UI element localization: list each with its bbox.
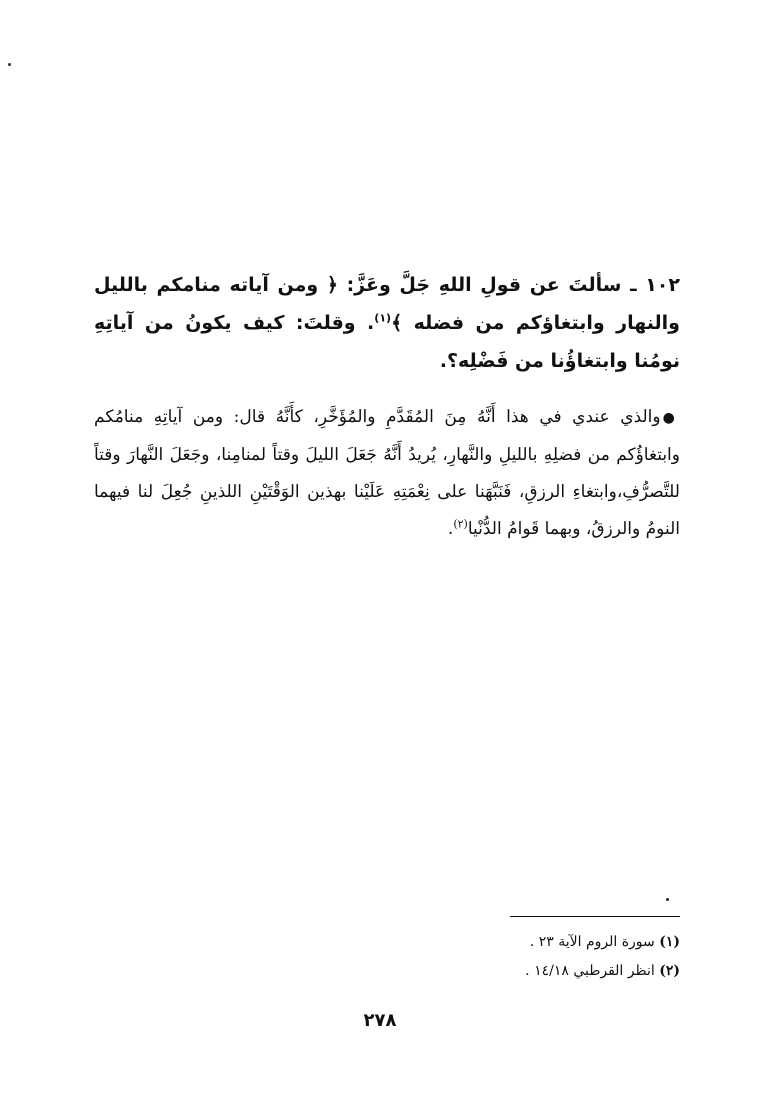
page-number: ٢٧٨ (363, 1010, 397, 1031)
answer-paragraph (94, 399, 680, 548)
answer-text-end: . (447, 519, 454, 539)
footnote-1-number: (١) (659, 934, 680, 950)
footnotes (380, 928, 680, 986)
answer-text: والذي عندي في هذا أَنَّهُ مِنَ المُقَدَّمِ والمُؤَخَّرِ، كأَنَّهُ قال: ومن آياتِهِ منامُكم وابتغاؤُكم من فضلِهِ بالليلِ والنَّهارِ، يُريدُ أَنَّهُ جَعَلَ الليلَ وقتاً لمنامِنا، وجَعَلَ النَّهارَ وقتاً للتَّصرُّفِ،وابتغاءِ الرزقِ، فَنَبَّهَنا على نِعْمَتِهِ عَلَيْنا بهذين الوَقْتَيْنِ اللذينِ جُعِلَ لنا فيهما النومُ والرزقُ، وبهما قَوامُ الدُّنْيا (94, 407, 680, 539)
footnote-2-text: انظر القرطبي ١٤/١٨ . (525, 963, 660, 979)
question-text: ١٠٢ ـ سألتَ عن قولِ اللهِ جَلَّ وعَزَّ: ﴿ ومن آياته منامكم بالليل والنهار وابتغاؤكم من فضله ﴾ (94, 274, 680, 334)
footnote-mark (666, 898, 669, 901)
footnote-2-number: (٢) (659, 963, 680, 979)
question-footnote-ref: (١) (374, 311, 392, 325)
footnote-2 (380, 957, 680, 986)
footnote-1-text: سورة الروم الآية ٢٣ . (529, 934, 660, 950)
bullet-icon: ● (662, 410, 680, 426)
answer-footnote-ref: (٢) (453, 517, 468, 531)
question-paragraph (94, 266, 680, 380)
question-text-end: . وقلتَ: كيف يكونُ من آياتِهِ نومُنا وابتغاؤُنا من فَضْلِه؟. (94, 312, 680, 372)
footnote-1 (380, 928, 680, 957)
footnote-divider (510, 916, 680, 917)
scan-speck (8, 63, 11, 66)
